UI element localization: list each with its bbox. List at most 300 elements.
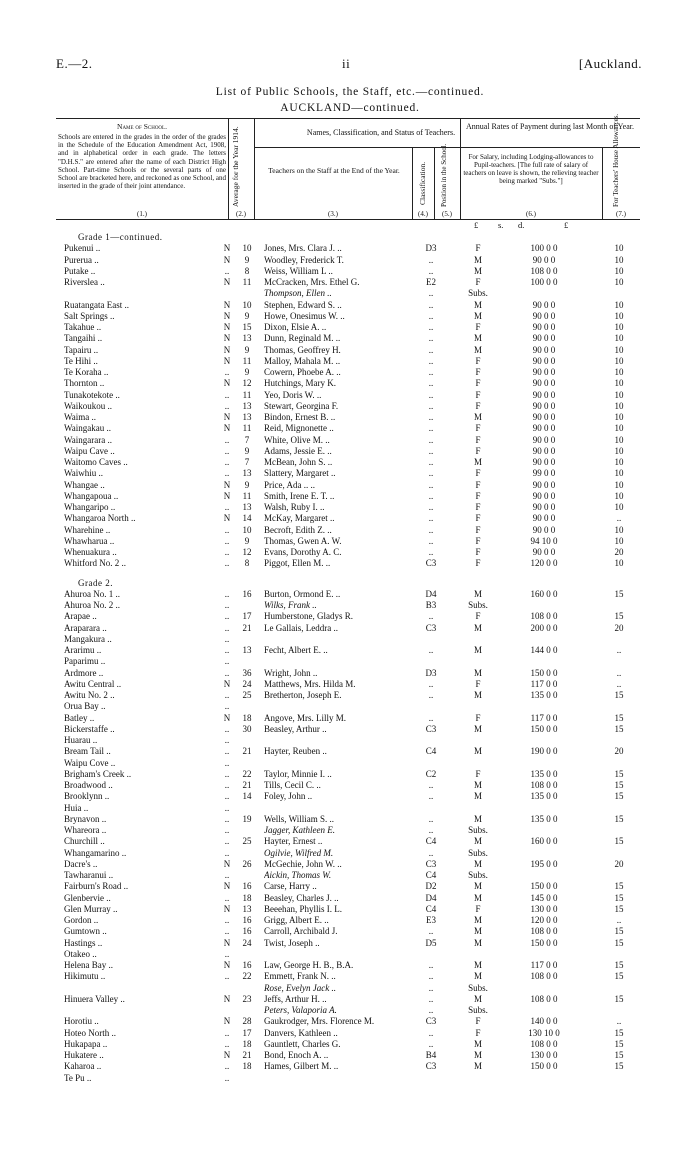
native-marker: ..: [224, 400, 230, 411]
position: F: [475, 1027, 481, 1038]
salary: 140 0 0: [530, 1016, 558, 1027]
native-marker: ..: [224, 367, 230, 377]
position: F: [475, 243, 481, 254]
classification: ..: [428, 490, 434, 501]
native-marker: ..: [224, 701, 230, 712]
position: F: [475, 712, 481, 723]
position: M: [473, 254, 482, 265]
table-row: [56, 971, 640, 982]
average-attendance: 10: [242, 299, 252, 310]
native-marker: ..: [224, 690, 230, 700]
teacher-name: Stephen, Edward S. ..: [264, 299, 342, 310]
native-marker: ..: [224, 468, 230, 479]
salary: 117 0 0: [530, 678, 558, 689]
salary: 90 0 0: [532, 355, 556, 366]
native-marker: N: [223, 423, 231, 434]
teacher-name: Danvers, Kathleen ..: [264, 1027, 338, 1038]
native-marker: ..: [224, 656, 230, 667]
teacher-name: Wilks, Frank ..: [264, 600, 317, 610]
native-marker: ..: [224, 836, 230, 847]
house-allowance: ..: [616, 915, 622, 925]
average-attendance: 13: [242, 468, 252, 479]
position: F: [475, 678, 481, 689]
teacher-name: Carroll, Archibald J.: [264, 926, 338, 937]
school-name: Wharehine ..: [64, 524, 111, 535]
teachers-head: Teachers on the Staff at the End of the Year.: [268, 166, 400, 175]
classification: D3: [425, 243, 437, 254]
classification: ..: [428, 445, 434, 456]
table-row: [56, 679, 640, 690]
table-row: [56, 288, 640, 299]
page-subtitle: AUCKLAND—continued.: [280, 102, 420, 114]
table-row: [56, 803, 640, 814]
col4-number: (4.): [418, 210, 428, 218]
school-name: Ararimu ..: [64, 645, 102, 655]
school-name: Broadwood ..: [64, 780, 113, 790]
table-row: [56, 525, 640, 536]
house-allowance: 10: [614, 333, 624, 344]
salary: 100 0 0: [530, 277, 558, 287]
salary: 150 0 0: [530, 937, 558, 948]
classification: ..: [428, 547, 434, 557]
page-code: E.—2.: [56, 56, 93, 71]
salary: 90 0 0: [532, 367, 556, 377]
table-row: [56, 1073, 640, 1084]
table-row: [56, 701, 640, 712]
classification: ..: [428, 344, 434, 355]
teacher-name: McCracken, Mrs. Ethel G.: [264, 277, 360, 287]
school-table: [56, 232, 640, 1084]
table-row: [56, 1028, 640, 1039]
table-row: [56, 356, 640, 367]
school-name: Waima ..: [64, 412, 97, 422]
classification: ..: [428, 434, 434, 445]
table-row: [56, 938, 640, 949]
salary: 90 0 0: [532, 400, 556, 411]
teacher-name: Carse, Harry ..: [264, 881, 317, 892]
house-allowance: 15: [614, 903, 624, 914]
position: M: [473, 333, 482, 344]
teacher-name: Jones, Mrs. Clara J. ..: [264, 243, 342, 254]
teacher-name: Peters, Valaporia A.: [264, 1005, 337, 1015]
school-name: Whitford No. 2 ..: [64, 558, 126, 569]
salary: 90 0 0: [532, 344, 556, 355]
classification: ..: [428, 847, 434, 858]
house-allowance: 15: [614, 611, 624, 622]
average-attendance: 13: [242, 645, 252, 655]
native-marker: ..: [224, 813, 230, 824]
salary: 108 0 0: [530, 611, 558, 622]
school-name: Waitomo Caves ..: [64, 457, 128, 467]
house-allowance: 15: [614, 1038, 624, 1049]
native-marker: ..: [224, 847, 230, 858]
position: F: [475, 502, 481, 512]
school-name: Te Koraha ..: [64, 367, 109, 377]
position: M: [473, 892, 482, 903]
teacher-name: Thomas, Geoffrey H.: [264, 344, 341, 355]
house-allowance: 10: [614, 322, 624, 332]
salary: 99 0 0: [532, 468, 556, 479]
classification: ..: [428, 690, 434, 700]
native-marker: ..: [224, 791, 230, 802]
table-row: [56, 547, 640, 558]
house-allowance: 10: [614, 389, 624, 400]
average-attendance: 15: [242, 322, 252, 332]
house-allowance: 15: [614, 892, 624, 903]
position: Subs.: [468, 825, 488, 835]
house-allowance: 15: [614, 836, 624, 847]
table-row: [56, 836, 640, 847]
classification: ..: [428, 412, 434, 422]
salary: 117 0 0: [530, 712, 558, 723]
house-allowance: 10: [614, 277, 624, 287]
table-row: [56, 266, 640, 277]
classification: B3: [425, 600, 437, 610]
allowance-pound-label: £: [564, 220, 569, 230]
house-allowance: 15: [614, 993, 624, 1004]
average-attendance: 13: [242, 412, 252, 422]
house-allowance: 10: [614, 355, 624, 366]
classification: ..: [428, 825, 434, 835]
table-row: [56, 491, 640, 502]
school-name: Waingarara ..: [64, 434, 112, 445]
classification: ..: [428, 400, 434, 411]
salary: 150 0 0: [530, 881, 558, 892]
teacher-name: Jeffs, Arthur H. ..: [264, 993, 327, 1004]
position: F: [475, 903, 481, 914]
table-row: [56, 656, 640, 667]
classification: ..: [428, 535, 434, 546]
school-name: Dacre's ..: [64, 858, 98, 869]
classification: ..: [428, 926, 434, 937]
classification: ..: [428, 265, 434, 276]
average-attendance: 9: [244, 254, 250, 265]
native-marker: N: [223, 678, 231, 689]
native-marker: N: [223, 243, 231, 254]
school-name: Te Hihi ..: [64, 355, 98, 366]
average-attendance: 24: [242, 678, 252, 689]
teacher-name: Becroft, Edith Z. ..: [264, 524, 332, 535]
classification: E3: [426, 915, 436, 925]
classification: ..: [428, 960, 434, 970]
position: M: [473, 780, 482, 790]
classification: ..: [428, 1005, 434, 1015]
table-row: [56, 791, 640, 802]
classification: E2: [426, 277, 436, 287]
col5-number: (5.): [442, 210, 452, 218]
position: Subs.: [468, 1005, 488, 1015]
native-marker: N: [223, 479, 231, 490]
house-allowance: 20: [614, 858, 624, 869]
classification: ..: [428, 611, 434, 622]
average-attendance: 21: [242, 780, 252, 790]
average-attendance: 17: [242, 611, 252, 622]
school-name: Takahue ..: [64, 322, 102, 332]
teacher-name: Thompson, Ellen ..: [264, 288, 332, 299]
position: Subs.: [468, 288, 488, 299]
table-row: [56, 859, 640, 870]
average-attendance: 9: [244, 344, 250, 355]
salary: 135 0 0: [530, 791, 558, 802]
school-name: Gumtown ..: [64, 926, 107, 937]
table-row: [56, 881, 640, 892]
salary: 135 0 0: [530, 768, 558, 779]
table-row: [56, 960, 640, 971]
average-attendance: 18: [242, 712, 252, 723]
teacher-name: Aickin, Thomas W.: [264, 870, 332, 880]
school-name: Ahuroa No. 1 ..: [64, 588, 120, 599]
school-name: Whenuakura ..: [64, 547, 117, 557]
native-marker: N: [223, 903, 231, 914]
average-attendance: 13: [242, 903, 252, 914]
native-marker: N: [223, 960, 231, 970]
average-attendance: 24: [242, 937, 252, 948]
shilling-label: s.: [498, 220, 504, 230]
page-title: List of Public Schools, the Staff, etc.—continued.: [215, 86, 485, 98]
table-row: [56, 412, 640, 423]
average-attendance: 17: [242, 1027, 252, 1038]
house-allowance: 15: [614, 723, 624, 734]
teacher-name: Woodley, Frederick T.: [264, 254, 344, 265]
house-allowance: ..: [616, 667, 622, 678]
house-allowance: 15: [614, 960, 624, 970]
salary: 160 0 0: [530, 836, 558, 847]
table-row: [56, 893, 640, 904]
classification: D5: [425, 937, 437, 948]
teacher-name: Twist, Joseph ..: [264, 937, 320, 948]
position: F: [475, 423, 481, 434]
teacher-name: Thomas, Gwen A. W.: [264, 535, 342, 546]
native-marker: ..: [224, 445, 230, 456]
average-attendance: 8: [244, 558, 250, 569]
teacher-name: Cowern, Phoebe A. ..: [264, 367, 341, 377]
average-attendance: 10: [242, 524, 252, 535]
table-row: [56, 634, 640, 645]
teacher-name: Wright, John ..: [264, 667, 318, 678]
teacher-name: Grigg, Albert E. ..: [264, 915, 329, 925]
salary: 90 0 0: [532, 445, 556, 456]
house-allowance: 15: [614, 791, 624, 802]
house-allowance: 15: [614, 937, 624, 948]
classification: C4: [425, 836, 437, 847]
average-attendance: 13: [242, 333, 252, 344]
table-row: [56, 780, 640, 791]
teacher-name: Angove, Mrs. Lilly M.: [264, 712, 346, 723]
school-name: Whangapoua ..: [64, 490, 119, 501]
house-allowance: 10: [614, 434, 624, 445]
average-attendance: 11: [242, 389, 252, 400]
teacher-name: Howe, Onesimus W. ..: [264, 310, 345, 321]
table-row: [56, 848, 640, 859]
salary: 108 0 0: [530, 265, 558, 276]
native-marker: ..: [224, 735, 230, 745]
position: F: [475, 378, 481, 389]
school-name: Bream Tail ..: [64, 746, 111, 757]
school-name: Pukenui ..: [64, 243, 101, 254]
position: F: [475, 513, 481, 524]
house-allowance: 10: [614, 502, 624, 512]
native-marker: ..: [224, 547, 230, 557]
salary: 90 0 0: [532, 310, 556, 321]
average-attendance: 7: [244, 434, 250, 445]
school-name: Tunakotekote ..: [64, 389, 120, 400]
names-head: Names, Classification, and Status of Teachers.: [306, 128, 456, 137]
house-allowance: 15: [614, 881, 624, 892]
classification: ..: [428, 780, 434, 790]
salary: 108 0 0: [530, 971, 558, 982]
average-attendance: 18: [242, 1061, 252, 1072]
average-attendance: 12: [242, 378, 252, 389]
teacher-name: Price, Ada .. ..: [264, 479, 315, 490]
house-allowance: 10: [614, 299, 624, 310]
average-attendance: 7: [244, 457, 250, 467]
school-name: Waiwhiu ..: [64, 468, 104, 479]
classification: ..: [428, 982, 434, 993]
pound-label: £: [474, 220, 479, 230]
school-name: Gordon ..: [64, 915, 99, 925]
teacher-name: Walsh, Ruby I. ..: [264, 502, 325, 512]
position: F: [475, 611, 481, 622]
native-marker: ..: [224, 892, 230, 903]
position: Subs.: [468, 982, 488, 993]
house-allowance: 15: [614, 971, 624, 982]
table-row: [56, 300, 640, 311]
salary: 90 0 0: [532, 547, 556, 557]
table-row: [56, 513, 640, 524]
average-attendance: 16: [242, 960, 252, 970]
school-name: Riverslea ..: [64, 277, 105, 287]
salary: 90 0 0: [532, 434, 556, 445]
school-name: Araparara ..: [64, 622, 107, 633]
native-marker: ..: [224, 502, 230, 512]
average-attendance: 13: [242, 400, 252, 411]
school-name: Whangaroa North ..: [64, 513, 136, 524]
position: F: [475, 322, 481, 332]
table-row: [56, 390, 640, 401]
native-marker: N: [223, 344, 231, 355]
average-attendance: 21: [242, 622, 252, 633]
native-marker: ..: [224, 434, 230, 445]
classification: ..: [428, 333, 434, 344]
classification: ..: [428, 791, 434, 802]
salary: 195 0 0: [530, 858, 558, 869]
classification: C3: [425, 723, 437, 734]
house-allowance: 10: [614, 490, 624, 501]
average-attendance: 18: [242, 1038, 252, 1049]
salary-head: For Salary, including Lodging-allowances to Pupil-teachers. [The full rate of salary of teachers on leave is shown, the relieving teacher being marked "Subs."]: [463, 153, 599, 185]
table-row: [56, 536, 640, 547]
school-name: Ahuroa No. 2 ..: [64, 600, 120, 610]
school-name: Awitu Central ..: [64, 678, 122, 689]
classification: D4: [425, 588, 437, 599]
native-marker: N: [223, 858, 231, 869]
average-attendance: 21: [242, 1050, 252, 1060]
average-attendance: 26: [242, 858, 252, 869]
native-marker: ..: [224, 667, 230, 678]
school-name: Te Pu ..: [64, 1072, 92, 1083]
position: M: [473, 310, 482, 321]
school-name: Churchill ..: [64, 836, 105, 847]
native-marker: N: [223, 254, 231, 265]
house-allowance: 15: [614, 1050, 624, 1060]
school-name: Tapairu ..: [64, 344, 99, 355]
school-name: Salt Springs ..: [64, 310, 115, 321]
col3-number: (3.): [328, 210, 338, 218]
house-allowance: 15: [614, 813, 624, 824]
table-row: [56, 825, 640, 836]
table-row: [56, 277, 640, 288]
average-attendance: 16: [242, 915, 252, 925]
position: F: [475, 1016, 481, 1027]
teacher-name: Le Gallais, Leddra ..: [264, 622, 338, 633]
salary: 94 10 0: [530, 535, 558, 546]
salary: 120 0 0: [530, 915, 558, 925]
classification: ..: [428, 513, 434, 524]
house-allowance: 20: [614, 622, 624, 633]
classification: ..: [428, 645, 434, 655]
table-row: [56, 480, 640, 491]
school-name: Batley ..: [64, 712, 95, 723]
native-marker: ..: [224, 1072, 230, 1083]
salary: 144 0 0: [530, 645, 558, 655]
native-marker: N: [223, 378, 231, 389]
average-attendance: 10: [242, 243, 252, 254]
position: F: [475, 558, 481, 569]
table-row: [56, 915, 640, 926]
average-attendance: 22: [242, 768, 252, 779]
table-row: [56, 1016, 640, 1027]
native-marker: ..: [224, 600, 230, 610]
table-row: [56, 949, 640, 960]
salary: 160 0 0: [530, 588, 558, 599]
position: Subs.: [468, 847, 488, 858]
allowance-head: For Teachers' House Allowances.: [612, 113, 620, 207]
classification: ..: [428, 355, 434, 366]
salary: 90 0 0: [532, 502, 556, 512]
position: M: [473, 836, 482, 847]
salary: 108 0 0: [530, 1038, 558, 1049]
average-attendance: 16: [242, 881, 252, 892]
table-row: [56, 243, 640, 254]
native-marker: ..: [224, 622, 230, 633]
native-marker: ..: [224, 802, 230, 813]
house-allowance: 15: [614, 1027, 624, 1038]
teacher-name: Yeo, Doris W. ..: [264, 389, 322, 400]
table-row: [56, 333, 640, 344]
position: M: [473, 791, 482, 802]
school-name: Fairburn's Road ..: [64, 881, 129, 892]
table-row: [56, 769, 640, 780]
native-marker: N: [223, 490, 231, 501]
position: M: [473, 746, 482, 757]
row-gap: [56, 570, 640, 578]
classification: D4: [425, 892, 437, 903]
position: M: [473, 645, 482, 655]
average-attendance: 25: [242, 836, 252, 847]
native-marker: ..: [224, 611, 230, 622]
teacher-name: Bond, Enoch A. ..: [264, 1050, 329, 1060]
table-row: [56, 713, 640, 724]
native-marker: ..: [224, 645, 230, 655]
house-allowance: 15: [614, 588, 624, 599]
classification: C4: [425, 903, 437, 914]
teacher-name: Hayter, Ernest ..: [264, 836, 323, 847]
native-marker: N: [223, 412, 231, 422]
average-attendance: 21: [242, 746, 252, 757]
teacher-name: Tills, Cecil C. ..: [264, 780, 321, 790]
table-row: [56, 690, 640, 701]
teacher-name: Adams, Jessie E. ..: [264, 445, 332, 456]
